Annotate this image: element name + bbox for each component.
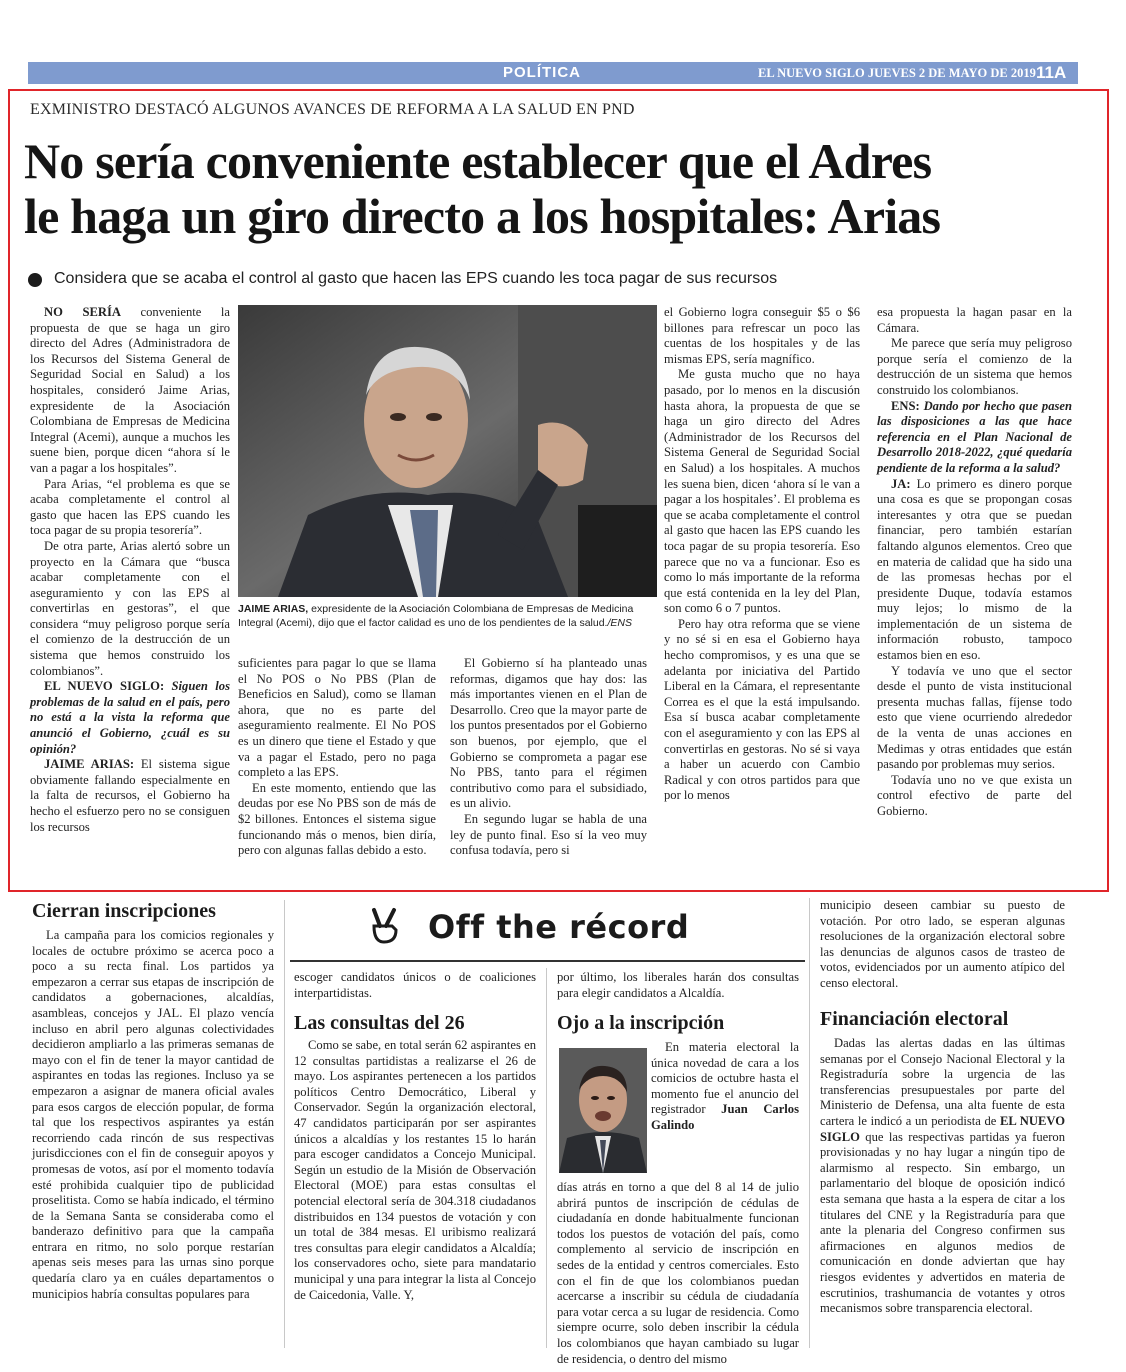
section-name: POLÍTICA — [503, 64, 581, 81]
photo-caption: JAIME ARIAS, expresidente de la Asociación Colombiana de Empresas de Medicina Integral (Acemi), dijo que el factor calidad es uno de los pendientes de la salud./ENS — [238, 603, 634, 629]
otr-paragraph: por último, los liberales harán dos consultas para elegir candidatos a Alcaldía. — [557, 970, 799, 1000]
otr-paragraph: municipio deseen cambiar su puesto de votación. Por otro lado, se esperan algunas resoluciones de la organización electoral sobre las denuncias de algunos casos de trasteo de votos, evidenciados por un aumento atípico del censo electoral. — [820, 898, 1065, 990]
victory-hand-icon — [366, 906, 402, 946]
article-column-5 — [877, 305, 1072, 820]
lead-caps: NO SERÍA — [44, 305, 121, 319]
section-title-consultas: Las consultas del 26 — [294, 1012, 465, 1034]
otr-paragraph: días atrás en torno a que del 8 al 14 de julio abrirá puntos de inscripción de cédulas de ciudadanía en donde habitualmente funcionan todos los puestos de votación del país, como complemento al servicio de inscripción en sedes de la entidad y centros comerciales. Esto con el fin de que los colombianos puedan acercarse a inscribir su cédula de ciudadanía para votar cerca a su lugar de residencia. Como siempre ocurre, solo deben inscribir la cédula los colombianos que hayan cambiado su lugar de residencia, o dentro del mismo — [557, 1180, 799, 1366]
col1-paragraph: NO SERÍA conveniente la propuesta de que se haga un giro directo del Adres (Administradora de los Recursos del Sistema General de Seguridad Social en Salud) a los hospitales, consideró Jaime Arias, expresidente de la Asociación Colombiana de Empresas de Medicina Integral (Acemi), aunque a muchos les suene bien, porque dicen “ahora sí le van a pagar a los hospitales”. — [30, 305, 230, 475]
otr-column-b — [294, 970, 536, 1001]
otr-column-c-text — [651, 1040, 799, 1134]
col2-paragraph: En este momento, entiendo que las deudas por ese No PBS son de más de $2 billones. Entonces el sistema sigue funcionando más o menos, bien diría, pero con algunas fallas debido a esto. — [238, 780, 436, 858]
col3-paragraph: En segundo lugar se habla de una ley de punto final. Eso sí la veo muy confusa todavía, pero si — [450, 811, 647, 858]
otr-column-c-text-2 — [557, 1180, 799, 1367]
article-column-3 — [450, 656, 647, 859]
section-title-financiacion: Financiación electoral — [820, 1008, 1009, 1030]
publication-date: EL NUEVO SIGLO JUEVES 2 DE MAYO DE 2019 — [758, 66, 1036, 80]
otr-paragraph: En materia electoral la única novedad de cara a los comicios de octubre hasta el momento fue el anuncio del registrador Juan Carlos Galindo — [651, 1040, 799, 1132]
divider-line — [290, 960, 805, 962]
col5-question: ENS: Dando por hecho que pasen las disposiciones a las que hace referencia en el Plan Nacional de Desarrollo 2018-2022, ¿qué quedaría pendiente de la reforma a la salud? — [877, 398, 1072, 475]
col1-answer: JAIME ARIAS: El sistema sigue obviamente fallando especialmente en la falta de recursos, el Gobierno ha hecho el esfuerzo pero no se consiguen los recursos — [30, 757, 230, 834]
juan-carlos-galindo-photo — [559, 1048, 647, 1173]
headline-line-2: le haga un giro directo a los hospitales: Arias — [24, 188, 941, 244]
article-column-2 — [238, 656, 436, 859]
headline-line-1: No sería conveniente establecer que el Adres — [24, 133, 932, 189]
col5-paragraph: Me parece que sería muy peligroso porque sería el comienzo de la destrucción de un sistema que hemos construido los colombianos. — [877, 336, 1072, 397]
otr-column-c — [557, 970, 799, 1001]
article-column-1 — [30, 305, 230, 835]
col5-paragraph: Y todavía ve uno que el sector desde el punto de vista institucional presenta muchas fallas, fíjense todo esto que viene ocurriendo alrededor de la venta de unas acciones en Medimas y otras entidades que están pasando por problemas muy serios. — [877, 663, 1072, 772]
otr-paragraph: Como se sabe, en total serán 62 aspirantes en 12 consultas partidistas a realizarse el 26 de mayo. Los aspirantes pertenecen a los partidos políticos Centro Democrático, Liberal y Conservador. Según la organización electoral, 47 candidatos participarán por ser aspirantes únicos a alcaldías y los restantes 15 lo harán para escoger candidatos a Concejo Municipal. Según un estudio de la Misión de Observación Electoral (MOE) para estas consultas el potencial electoral sería de 304.318 ciudadanos distribuidos en 134 puestos de votación y con un total de 384 mesas. El uribismo realizará tres consultas para elegir candidatos a Alcaldía; los conservadores ocho, siete para mandatario municipal y una para integrar la lista al Concejo de Caicedonia, Valle. Y, — [294, 1038, 536, 1302]
otr-column-b-text — [294, 1038, 536, 1303]
column-divider — [546, 968, 547, 1348]
otr-column-a — [32, 928, 274, 1302]
article-column-4 — [664, 305, 860, 804]
col1-paragraph: Para Arias, “el problema es que se acaba completamente el control al gasto que hacen las EPS cuando les toca pagar de su propia tesorería”. — [30, 476, 230, 538]
jaime-arias-photo — [238, 305, 657, 597]
article-headline — [24, 134, 1094, 244]
col1-question: EL NUEVO SIGLO: Siguen los problemas de la salud en el país, pero no está a la vista la reforma que anunció el Gobierno, ¿cuál es su opinión? — [30, 679, 230, 756]
col4-paragraph: el Gobierno logra conseguir $5 o $6 billones para refrescar un poco las cuentas de los hospitales y de las mismas EPS, sería magnífico. — [664, 305, 860, 366]
otr-paragraph: Dadas las alertas dadas en las últimas semanas por el Consejo Nacional Electoral y la Registraduría sobre la urgencia de las transferencias presupuestales por parte del Ministerio de Defensa, una alta fuente de esta cartera le indicó a un periodista de EL NUEVO SIGLO que las respectivas partidas ya fueron provisionadas y no hay lugar a ningún tipo de alarmismo al respecto. Sin embargo, un parlamentario del bloque de oposición indicó esta semana que hasta a la espera de citar a los titulares del CNE y la Registraduría para que ante la plenaria del Congreso confirmen sus afirmaciones en algunos medios de comunicación en donde adviertan que hay riesgos evidentes y advertidos en materia de escrutinios, trashumancia de votantes y otros mecanismos sobre transparencia electoral. — [820, 1036, 1066, 1316]
col4-paragraph: Pero hay otra reforma que se viene y no sé si en esa el Gobierno haya hecho compromisos, y es una que se adelanta por iniciativa del Partido Liberal en la Cámara, el representante Correa es el que la está impulsando. Esa sí busca acabar completamente con el aseguramiento y con las EPS al convertirlas en gestoras. No sé si vaya a haber un acuerdo con Cambio Radical y con otros partidos para que por lo menos — [664, 616, 860, 803]
section-title-ojo: Ojo a la inscripción — [557, 1012, 725, 1034]
section-title-cierran: Cierran inscripciones — [32, 900, 216, 922]
otr-column-d — [820, 898, 1065, 992]
col3-paragraph: El Gobierno sí ha planteado unas reformas, digamos que hay dos: las más importantes vienen en el Plan de Desarrollo. Creo que la mayor parte de los puntos presentados por el Gobierno son buenos, por ejemplo, que el Gobierno se comprometa a pagar ese No PBS, tanto para el régimen contributivo como para el subsidiado, es un alivio. — [450, 656, 647, 811]
col5-paragraph: Todavía uno no ve que exista un control efectivo de parte del Gobierno. — [877, 772, 1072, 818]
col5-paragraph: esa propuesta la hagan pasar en la Cámara. — [877, 305, 1072, 335]
otr-paragraph: La campaña para los comicios regionales y locales de octubre próximo se acerca poco a poco a su recta final. Los partidos ya empezaron a cerrar sus etapas de inscripción de candidatos a gobernaciones, alcaldías, asambleas, concejos y JAL. El plazo vencía incluso en abril pero algunas colectividades decidieron ampliarlo a las primeras semanas de mayo con el fin de tener la mayor cantidad de aspirantes en todas las regiones. Incluso ya se empezaron a asignar de manera oficial avales para esos cargos de elección popular, de forma tal que los respectivos aspirantes ya están recorriendo cada rincón de sus respectivas jurisdicciones con el fin de conseguir apoyos y promesas de votos, así por el momento todavía esté prohibida cualquier tipo de publicidad proselitista. Como se había indicado, el término de la Semana Santa se consideraba como el banderazo definitivo para que la campaña entrara en ritmo, no solo porque restarían apenas seis meses para las urnas sino porque quedaría claro ya en cuáles departamentos o municipios habría consultas populares para — [32, 928, 274, 1301]
column-divider — [809, 898, 810, 1348]
otr-paragraph: escoger candidatos únicos o de coaliciones interpartidistas. — [294, 970, 536, 1000]
otr-column-d-text — [820, 1036, 1065, 1317]
article-subhead: Considera que se acaba el control al gasto que hacen las EPS cuando les toca pagar de sus recursos — [54, 270, 778, 287]
column-divider — [284, 900, 285, 1348]
bullet-icon — [28, 273, 42, 287]
article-kicker: EXMINISTRO DESTACÓ ALGUNOS AVANCES DE REFORMA A LA SALUD EN PND — [30, 101, 635, 118]
col1-paragraph: De otra parte, Arias alertó sobre un proyecto en la Cámara que “busca acabar completamente con el aseguramiento y con las EPS al convertirlas en gestoras”, el que considera “muy peligroso porque sería el comienzo de la destrucción de un sistema que hemos construido los colombianos”. — [30, 538, 230, 678]
col2-paragraph: suficientes para pagar lo que se llama el No POS o No PBS (Plan de Beneficios en Salud), como se llaman ahora, que no es parte del aseguramiento realmente. El No POS es un dinero que tiene el Estado y que va a pagar el Estado, pero no paga completo a las EPS. — [238, 656, 436, 780]
col5-answer: JA: Lo primero es dinero porque una cosa es que se propongan cosas interesantes y otra que se puedan financiar, pero también estarían faltando algunos elementos. Creo que en materia de calidad que ha sido una de las promesas hechas por el presidente Duque, todavía estamos muy lejos; lo mismo de la implementación de un sistema de información robusto, tampoco estamos bien en eso. — [877, 476, 1072, 663]
col4-paragraph: Me gusta mucho que no haya pasado, por lo menos en la discusión hasta ahora, la propuesta de que se haga un giro directo del Adres (Administrador de los Recursos del Sistema General de Seguridad Social en Salud) a los hospitales. A muchos les suena bien, dicen ‘ahora sí le van a pagar a los hospitales’. El problema es que se acaba completamente el control al gasto que hacen las EPS cuando les toca pagar de su propia tesorería. Eso parece que no va a funcionar. Eso es como lo más importante de la reforma que está contenida en la ley del Plan, son como 6 o 7 puntos. — [664, 367, 860, 616]
page-number: 11A — [1036, 63, 1067, 82]
off-the-record-title: Off the récord — [428, 908, 690, 946]
